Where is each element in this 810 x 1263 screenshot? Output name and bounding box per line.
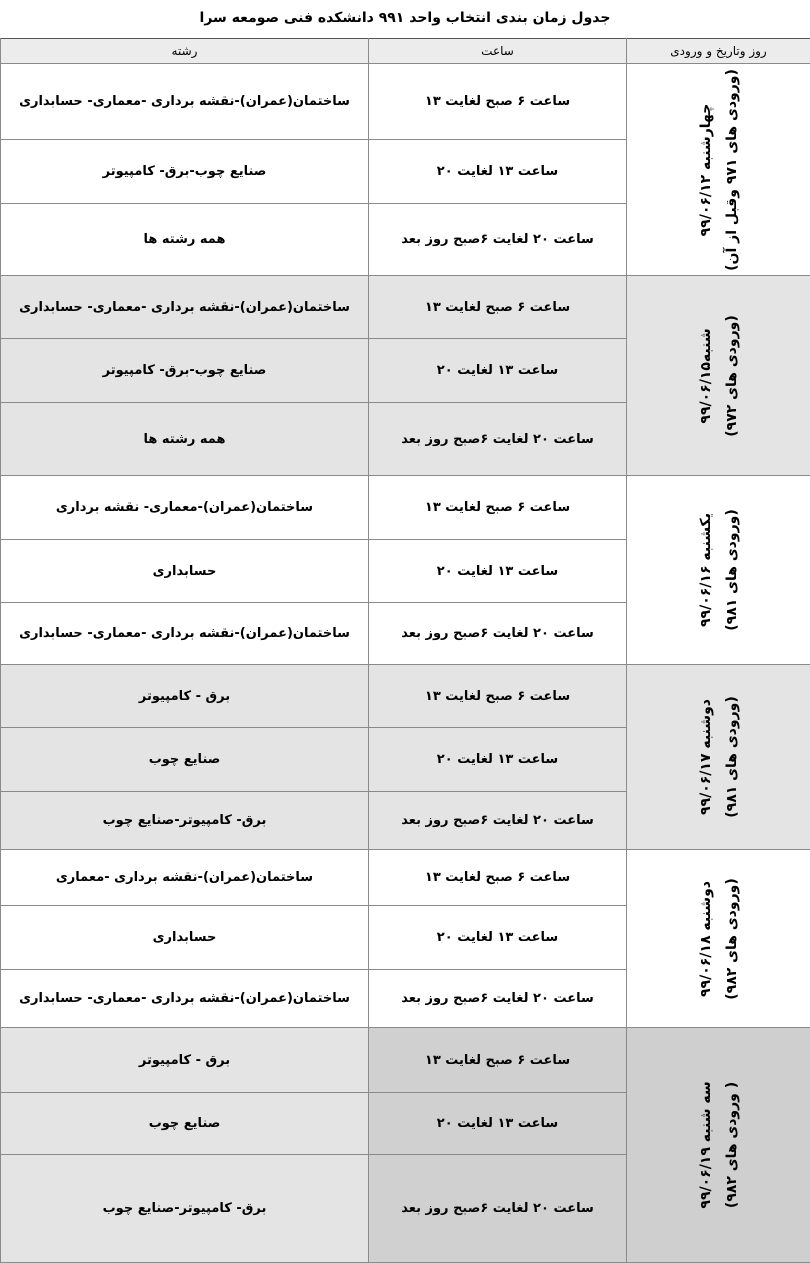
field-cell: ساختمان(عمران)-نقشه برداری -معماری- حسابداری [1, 64, 369, 140]
day-cell [627, 1028, 810, 1263]
day-label [693, 315, 745, 436]
field-cell: صنایع چوب [1, 1093, 369, 1155]
time-cell: ساعت ۲۰ لغایت ۶صبح روز بعد [369, 603, 627, 665]
time-cell: ساعت ۱۳ لغایت ۲۰ [369, 906, 627, 970]
day-cell [627, 665, 810, 850]
field-cell: ساختمان(عمران)-نقشه برداری -معماری- حسابداری [1, 970, 369, 1028]
field-cell: ساختمان(عمران)-نقشه برداری -معماری [1, 850, 369, 906]
table-row [1, 1028, 810, 1093]
entry-label: (ورودی های ۹۷۲) [719, 315, 745, 436]
field-cell: ساختمان(عمران)-معماری- نقشه برداری [1, 476, 369, 540]
day-name: یکشنبه ۹۹/۰۶/۱۶ [693, 509, 719, 630]
field-cell: صنایع چوب [1, 728, 369, 792]
day-name: شنبه۹۹/۰۶/۱۵ [693, 315, 719, 436]
day-cell [627, 276, 810, 476]
day-label [693, 878, 745, 999]
page-title: جدول زمان بندی انتخاب واحد ۹۹۱ دانشکده فنی صومعه سرا [0, 0, 810, 38]
day-cell [627, 64, 810, 276]
time-cell: ساعت ۶ صبح لغایت ۱۳ [369, 850, 627, 906]
time-cell: ساعت ۶ صبح لغایت ۱۳ [369, 1028, 627, 1093]
table-row [1, 850, 810, 906]
day-name: دوشنبه ۹۹/۰۶/۱۷ [693, 696, 719, 817]
table-row [1, 64, 810, 140]
time-cell: ساعت ۱۳ لغایت ۲۰ [369, 339, 627, 403]
time-cell: ساعت ۲۰ لغایت ۶صبح روز بعد [369, 204, 627, 276]
day-cell [627, 850, 810, 1028]
time-cell: ساعت ۱۳ لغایت ۲۰ [369, 1093, 627, 1155]
field-cell: برق- کامپیوتر-صنایع چوب [1, 792, 369, 850]
time-cell: ساعت ۲۰ لغایت ۶صبح روز بعد [369, 970, 627, 1028]
table-row [1, 276, 810, 339]
header-day: روز وتاریخ و ورودی [627, 39, 810, 64]
time-cell: ساعت ۲۰ لغایت ۶صبح روز بعد [369, 792, 627, 850]
header-row [1, 39, 810, 64]
day-name: سه شنبه ۹۹/۰۶/۱۹ [693, 1081, 719, 1208]
field-cell: صنایع چوب-برق- کامپیوتر [1, 339, 369, 403]
time-cell: ساعت ۶ صبح لغایت ۱۳ [369, 476, 627, 540]
day-cell [627, 476, 810, 665]
entry-label: (ورودی های ۹۸۱) [719, 696, 745, 817]
day-name: چهارشنبه ۹۹/۰۶/۱۲ [693, 69, 719, 271]
table-row [1, 476, 810, 540]
field-cell: برق- کامپیوتر-صنایع چوب [1, 1155, 369, 1263]
table-row [1, 665, 810, 728]
field-cell: صنایع چوب-برق- کامپیوتر [1, 140, 369, 204]
field-cell: برق - کامپیوتر [1, 1028, 369, 1093]
entry-label: (ورودی های ۹۸۲) [719, 878, 745, 999]
time-cell: ساعت ۶ صبح لغایت ۱۳ [369, 665, 627, 728]
time-cell: ساعت ۲۰ لغایت ۶صبح روز بعد [369, 1155, 627, 1263]
day-label [693, 696, 745, 817]
day-label [693, 509, 745, 630]
field-cell: ساختمان(عمران)-نقشه برداری -معماری- حسابداری [1, 276, 369, 339]
header-field: رشته [1, 39, 369, 64]
day-label [693, 69, 745, 271]
schedule-table [0, 38, 810, 1263]
time-cell: ساعت ۶ صبح لغایت ۱۳ [369, 64, 627, 140]
entry-label: (ورودی های ۹۸۱) [719, 509, 745, 630]
field-cell: همه رشته ها [1, 204, 369, 276]
entry-label: (ورودی های ۹۷۱ وقبل از آن) [719, 69, 745, 271]
time-cell: ساعت ۲۰ لغایت ۶صبح روز بعد [369, 403, 627, 476]
field-cell: حسابداری [1, 906, 369, 970]
day-label [693, 1081, 745, 1208]
time-cell: ساعت ۱۳ لغایت ۲۰ [369, 728, 627, 792]
entry-label: ( ورودی های ۹۸۲) [719, 1081, 745, 1208]
field-cell: ساختمان(عمران)-نقشه برداری -معماری- حسابداری [1, 603, 369, 665]
time-cell: ساعت ۶ صبح لغایت ۱۳ [369, 276, 627, 339]
field-cell: برق - کامپیوتر [1, 665, 369, 728]
field-cell: همه رشته ها [1, 403, 369, 476]
field-cell: حسابداری [1, 540, 369, 603]
day-name: دوشنبه ۹۹/۰۶/۱۸ [693, 878, 719, 999]
header-time: ساعت [369, 39, 627, 64]
time-cell: ساعت ۱۳ لغایت ۲۰ [369, 540, 627, 603]
time-cell: ساعت ۱۳ لغایت ۲۰ [369, 140, 627, 204]
